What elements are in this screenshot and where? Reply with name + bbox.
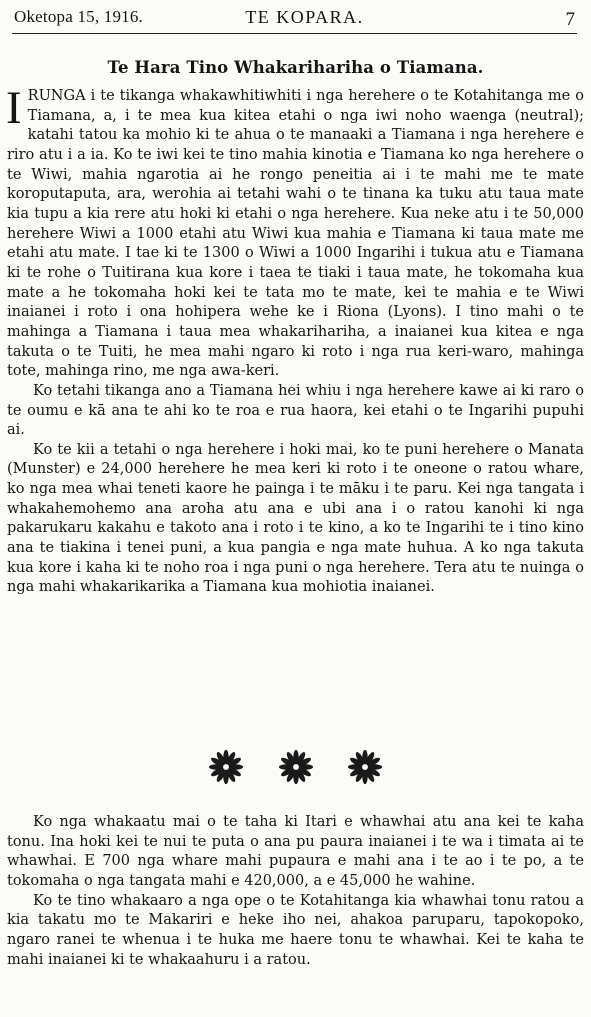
drop-cap: I [6,82,22,134]
article-paragraph: Ko te tino whakaaro a nga ope o te Kotahitanga kia whawhai tonu ratou a kia takatu mo te Makariri e heke iho nei, ahakoa paruparu, tapokopoko, ngaro ranei te whenua i te huka me haere tonu te whawhai. Kei te kaha te mahi inaianei ki te whakaahuru i a ratou. [7,892,584,968]
article-paragraph: Ko tetahi tikanga ano a Tiamana hei whiu i nga herehere kawe ai ki raro o te oumu e kā ana te ahi ko te roa e rua haora, kei etahi o te Ingarihi pupuhi ai. [7,382,584,439]
article-body [6,82,584,598]
flower-ornament-icon [208,749,244,785]
issue-date: Oketopa 15, 1916. [14,7,143,26]
article-paragraph-text: RUNGA i te tikanga whakawhitiwhiti i nga herehere o te Kotahitanga me o Tiamana, a, i te mea kua kitea etahi o nga iwi noho waenga (neutral); katahi tatou ka mohio ki te ahua o te manaaki a Tiamana i nga herehere e riro atu i a ia. Ko te iwi kei te tino mahia kinotia e Tiamana ko nga herehere o te Wiwi, mahia ngarotia ai he rongo peneitia ai i te mahi me te mate koroputaputa, ara, werohia ai tetahi wahi o te tinana ka tuku atu taua mate kia tupu a kia rere atu hoki ki etahi o nga herehere. Kua neke atu i te 50,000 herehere Wiwi a 1000 etahi atu Wiwi kua mahia e Tiamana ki taua mate me etahi atu mate. I tae ki te 1300 o Wiwi a 1000 Ingarihi i tukua atu e Tiamana ki te rohe o Tuitirana kua kore i taea te tiaki i taua mate, he tokomaha kua mate a he tokomaha hoki kei te tata mo te mate, kei te mahia e te Wiwi inaianei i roto i ona hohipera wehe ke i Riona (Lyons). I tino mahi o te mahinga a Tiamana i taua mea whakarihariha, a inaianei kua kitea e nga takuta o te Tuiti, he mea mahi ngaro ki roto i nga rua keri-waro, mahinga tote, mahinga rino, me nga awa-keri. [7,88,584,380]
article-paragraph: Ko te kii a tetahi o nga herehere i hoki mai, ko te puni herehere o Manata (Munster) e 24,000 herehere he mea keri ki roto i te oneone o ratou whare, ko nga mea whai teneti kaore he painga i te māku i te paru. Kei nga tangata i whakahemohemo ana aroha atu ana e ubi ana i o ratou kanohi ki nga pakarukaru kakahu e takoto ana i roto i te kino, a ko te Ingarihi te i tino kino ana te tiakina i tenei puni, a kua pangia e nga mate huhua. A ko nga takuta kua kore i kaha ki te noho roa i nga puni o nga herehere. Tera atu te nuinga o nga mahi whakarikarika a Tiamana kua mohiotia inaianei. [7,441,584,596]
article-title: Te Hara Tino Whakarihariha o Tiamana. [107,58,484,77]
second-article-body [7,813,584,970]
article-paragraph [6,82,584,382]
running-header [12,5,577,34]
flower-ornament-icon [278,749,314,785]
publication-title: TE KOPARA. [245,7,364,27]
section-divider [0,749,591,789]
article-paragraph: Ko nga whakaatu mai o te taha ki Itari e whawhai atu ana kei te kaha tonu. Ina hoki kei te nui te puta o ana pu paura inaianei i te wa i timata ai te whawhai. E 700 nga whare mahi pupaura e mahi ana i te ao i te po, a te tokomaha o nga tangata mahi e 420,000, a e 45,000 he wahine. [7,814,584,889]
page-number: 7 [565,9,575,30]
flower-ornament-icon [347,749,383,785]
